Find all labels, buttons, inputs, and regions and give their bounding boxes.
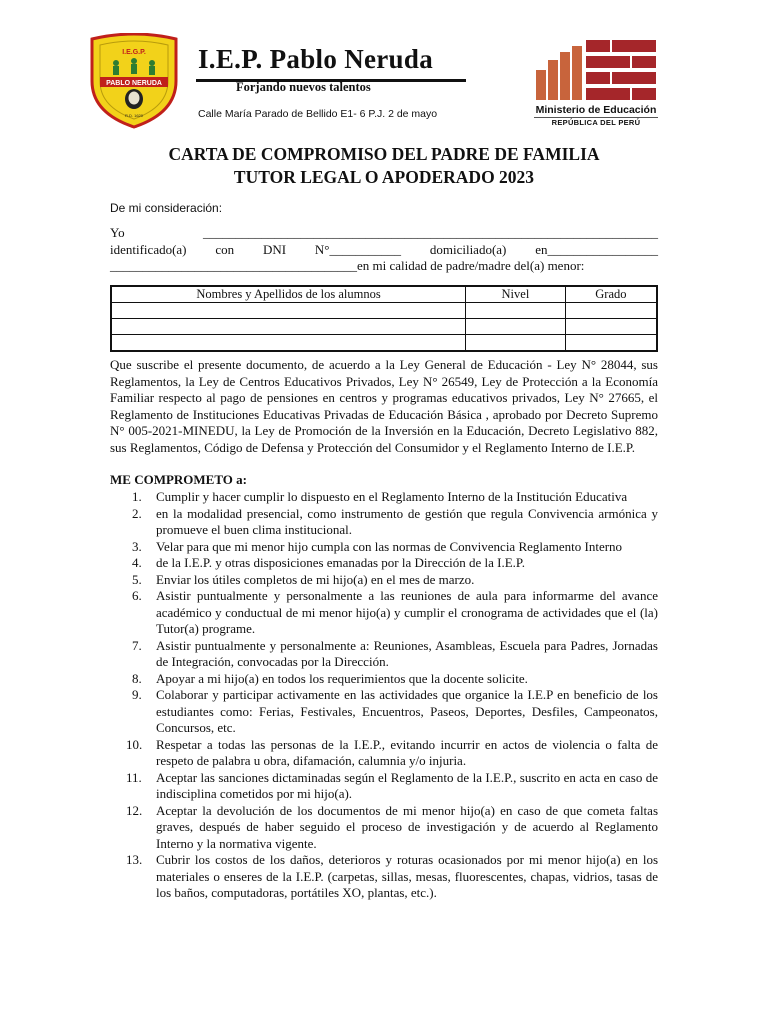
table-header-names: Nombres y Apellidos de los alumnos	[111, 286, 466, 303]
document-title-line-1: CARTA DE COMPROMISO DEL PADRE DE FAMILIA	[168, 144, 600, 164]
list-item: 12. Aceptar la devolución de los documentos de mi menor hijo(a) en caso de que cometa faltas graves, después de haber seguido el proceso de investigación y de acuerdo al Reglamento Interno y la normativa vigente.	[126, 802, 658, 851]
table-row	[111, 335, 657, 352]
commitment-heading: ME COMPROMETO a:	[110, 472, 247, 487]
students-table	[110, 285, 658, 352]
table-row	[111, 319, 657, 335]
table-cell[interactable]	[565, 303, 657, 319]
list-item: 4. de la I.E.P. y otras disposiciones emanadas por la Dirección de la I.E.P.	[132, 555, 525, 570]
shield-banner-text: PABLO NERUDA	[106, 80, 162, 87]
legal-paragraph: Que suscribe el presente documento, de acuerdo a la Ley General de Educación - Ley N° 28044, sus Reglamentos, la Ley de Centros Educativos Privados, Ley N° 26549, Ley de Protección a la Economía Familiar respecto al pago de pensiones en centros y programas educativos privados, Ley N° 27665, el Reglamento de Instituciones Educativas Privadas de Educación Básica , aprobado por Decreto Supremo N° 005-2021-MINEDU, la Ley de Promoción de la Inversión en la Educación, Decreto Legislativo 882, sus Reglamentos, Código de Defensa y Protección del Consumidor y el Reglamento Interno de I.E.P.	[110, 357, 658, 455]
school-motto: Forjando nuevos talentos	[236, 80, 371, 94]
table-cell[interactable]	[466, 335, 566, 352]
greeting: De mi consideración:	[110, 201, 223, 215]
table-cell[interactable]	[565, 335, 657, 352]
list-item: 6. Asistir puntualmente y personalmente a las reuniones de aula para informarme del avance académico y conductual de mi menor hijo(a) y cumplir el cronograma de actividades que el (la) Tutor(a) programe.	[132, 588, 658, 636]
list-item: 9. Colaborar y participar activamente en las actividades que organice la I.E.P en beneficio de los estudiantes como: Ferias, Festivales, Encuentros, Paseos, Deportes, Desfiles, Campeonatos, Concursos, etc.	[132, 687, 658, 735]
commitment-list	[110, 489, 658, 902]
school-name: I.E.P. Pablo Neruda	[198, 44, 433, 74]
list-item: 10. Respetar a todas las personas de la I.E.P., evitando incurrir en actos de violencia o falta de respeto de palabra u obra, difamación, calumnia y/o injuria.	[126, 736, 658, 768]
form-line-calidad[interactable]: ______________________________________en mi calidad de padre/madre del(a) menor:	[110, 258, 585, 273]
shield-top-text: I.E.G.P.	[122, 49, 146, 56]
table-cell[interactable]	[111, 319, 466, 335]
list-item: 13. Cubrir los costos de los daños, deterioros y roturas ocasionados por mi menor hijo(a) en los materiales o enseres de la I.E.P. (carpetas, sillas, mesas, fluorescentes, chapas, vidrios, tasas de los baños, computadoras, portátiles XO, plantas, etc.).	[126, 852, 658, 900]
table-header-nivel: Nivel	[466, 286, 566, 303]
shield-bottom-text: R.D. 1620	[124, 113, 144, 118]
table-header-row	[111, 286, 657, 303]
form-lines	[110, 225, 658, 275]
ministry-name: Ministerio de Educación	[535, 104, 657, 116]
list-item: 1. Cumplir y hacer cumplir lo dispuesto en el Reglamento Interno de la Institución Educativa	[132, 489, 628, 504]
table-cell[interactable]	[466, 319, 566, 335]
list-item: 7. Asistir puntualmente y personalmente a: Reuniones, Asambleas, Escuela para Padres, Jornadas de Integración, convocadas por la Dirección.	[132, 637, 658, 669]
form-line-yo[interactable]: Yo ______________________________________________________________________	[110, 225, 658, 240]
ministry-country: REPÚBLICA DEL PERÚ	[551, 118, 641, 127]
table-cell[interactable]	[111, 335, 466, 352]
ministry-logo	[534, 40, 658, 102]
table-row	[111, 303, 657, 319]
list-item: 11. Aceptar las sanciones dictaminadas según el Reglamento de la I.E.P., suscrito en acta en caso de indisciplina cometidos por mi hijo(a).	[126, 769, 658, 801]
table-cell[interactable]	[466, 303, 566, 319]
list-item: 8. Apoyar a mi hijo(a) en todos los requerimientos que la docente solicite.	[132, 670, 528, 686]
portrait-icon	[125, 89, 143, 109]
list-item: 3. Velar para que mi menor hijo cumpla con las normas de Convivencia Reglamento Interno	[132, 538, 623, 554]
list-item: 2. en la modalidad presencial, como instrumento de gestión que regula Convivencia armónica y promueve el buen clima institucional.	[132, 505, 658, 537]
table-cell[interactable]	[565, 319, 657, 335]
document-title-line-2: TUTOR LEGAL O APODERADO 2023	[233, 167, 535, 187]
table-cell[interactable]	[111, 303, 466, 319]
list-item: 5. Enviar los útiles completos de mi hijo(a) en el mes de marzo.	[132, 571, 475, 587]
school-shield-logo	[88, 33, 180, 129]
table-header-grado: Grado	[565, 286, 657, 303]
school-address: Calle María Parado de Bellido E1- 6 P.J. 2 de mayo	[198, 108, 438, 120]
form-line-dni[interactable]: identificado(a) con DNI N°___________ domiciliado(a) en_________________	[110, 241, 658, 257]
